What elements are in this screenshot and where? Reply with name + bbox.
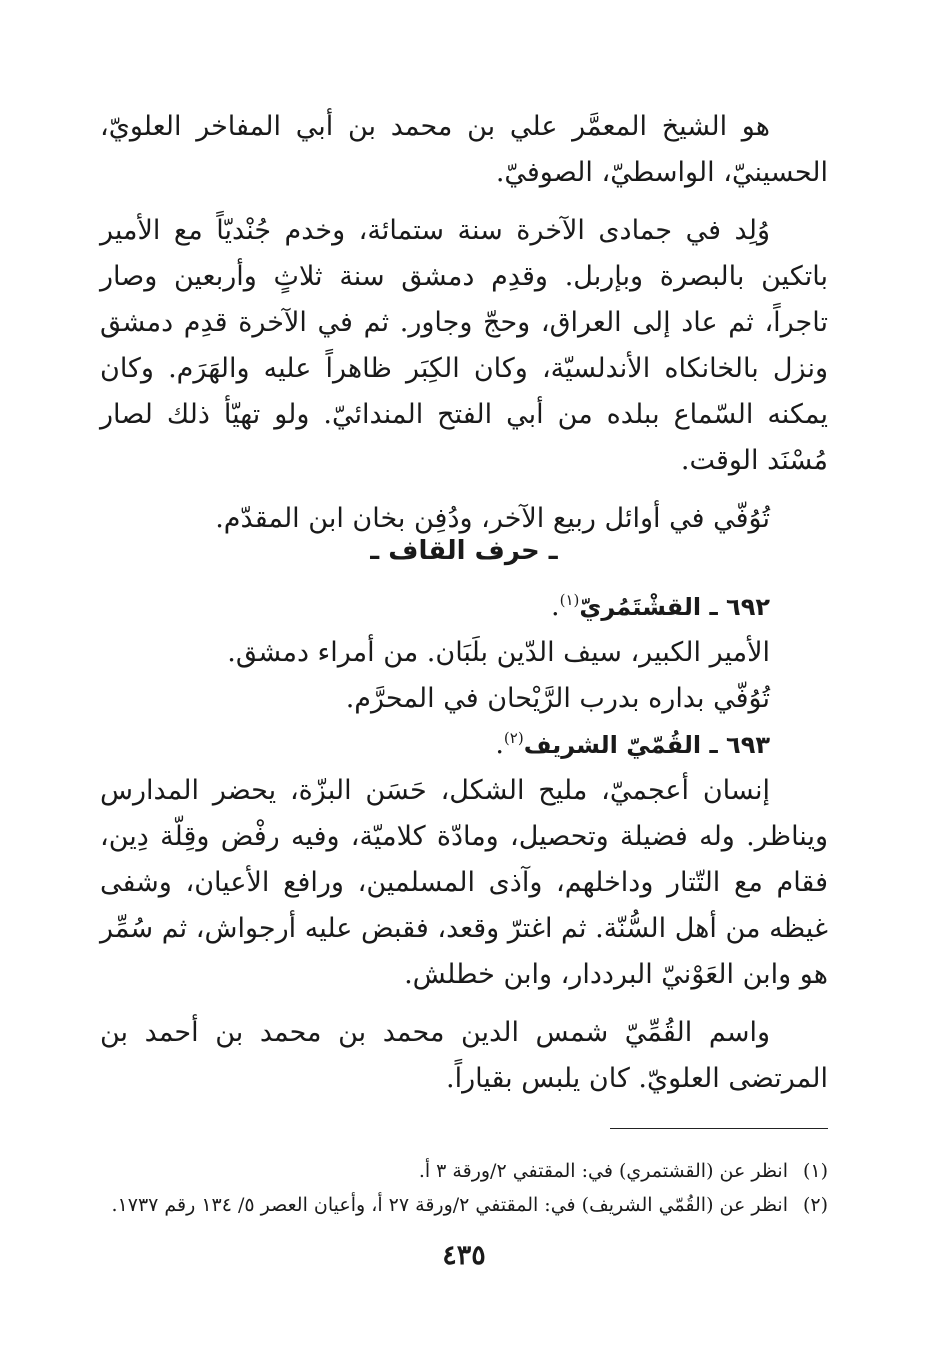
entry-692-title: ٦٩٢ ـ القشْتَمُريّ: [579, 593, 770, 621]
footnote-2: [100, 1188, 828, 1222]
footnote-2-text: انظر عن (القُمّي الشريف) في: المقتفي ٢/ورقة ٢٧ أ، وأعيان العصر ٥/ ١٣٤ رقم ١٧٣٧.: [111, 1194, 788, 1216]
footnote-1-text: انظر عن (القشتمري) في: المقتفي ٢/ورقة ٣ أ.: [418, 1160, 788, 1182]
footnote-divider: [610, 1128, 828, 1129]
intro-paragraph-3: تُوُفّي في أوائل ربيع الآخر، ودُفِن بخان ابن المقدّم.: [215, 503, 770, 534]
footnote-1-number: (١): [802, 1160, 828, 1182]
entry-692-line-1: الأمير الكبير، سيف الدّين بلَبَان. من أمراء دمشق.: [227, 637, 770, 668]
entry-693-full-name: واسم القُمِّيّ شمس الدين محمد بن محمد بن أحمد بن المرتضى العلويّ. كان يلبس بقياراً.: [100, 1017, 828, 1094]
footnotes-section: [100, 1154, 828, 1222]
page-number: ٤٣٥: [442, 1240, 486, 1271]
entry-693-title: ٦٩٣ ـ القُمّيّ الشريف: [523, 731, 770, 759]
entry-692-heading-end: .: [551, 591, 560, 622]
entry-693-heading: [100, 722, 828, 768]
entries-section: [100, 584, 828, 1102]
intro-paragraph-2: وُلِد في جمادى الآخرة سنة ستمائة، وخدم جُنْديّاً مع الأمير باتكين بالبصرة وبإربل. وقدِم دمشق سنة ثلاثٍ وأربعين وصار تاجراً، ثم عاد إلى العراق، وحجّ وجاور. ثم في الآخرة قدِم دمشق ونزل بالخانكاه الأندلسيّة، وكان الكِبَر ظاهراً عليه والهَرَم. وكان يمكنه السّماع ببلده من أبي الفتح المندائيّ. ولو تهيّأ ذلك لصار مُسْنَد الوقت.: [100, 215, 828, 476]
footnote-ref-1[interactable]: (١): [559, 591, 580, 609]
entry-693-description: إنسان أعجميّ، مليح الشكل، حَسَن البزّة، يحضر المدارس ويناظر. وله فضيلة وتحصيل، ومادّة كلاميّة، وفيه رفْض وقِلّة دِين، فقام مع التّتار وداخلهم، وآذى المسلمين، ورافع الأعيان، وشفى غيظه من أهل السُّنّة. ثم اغترّ وقعد، فقبض عليه أرجواش، ثم سُمِّر هو وابن العَوْنيّ البرددار، وابن خطلش.: [100, 775, 828, 990]
entry-692-line-2: تُوُفّي بداره بدرب الرَّيْحان في المحرَّم.: [345, 683, 770, 714]
entry-693-heading-end: .: [495, 729, 504, 760]
intro-section: [100, 104, 828, 542]
entry-692-heading: [100, 584, 828, 630]
footnote-1: [100, 1154, 828, 1188]
footnote-ref-2[interactable]: (٢): [503, 729, 524, 747]
footnote-2-number: (٢): [802, 1194, 828, 1216]
chapter-heading: ـ حرف القاف ـ: [370, 536, 558, 566]
intro-paragraph-1: هو الشيخ المعمَّر علي بن محمد بن أبي المفاخر العلويّ، الحسينيّ، الواسطيّ، الصوفيّ.: [100, 111, 828, 188]
